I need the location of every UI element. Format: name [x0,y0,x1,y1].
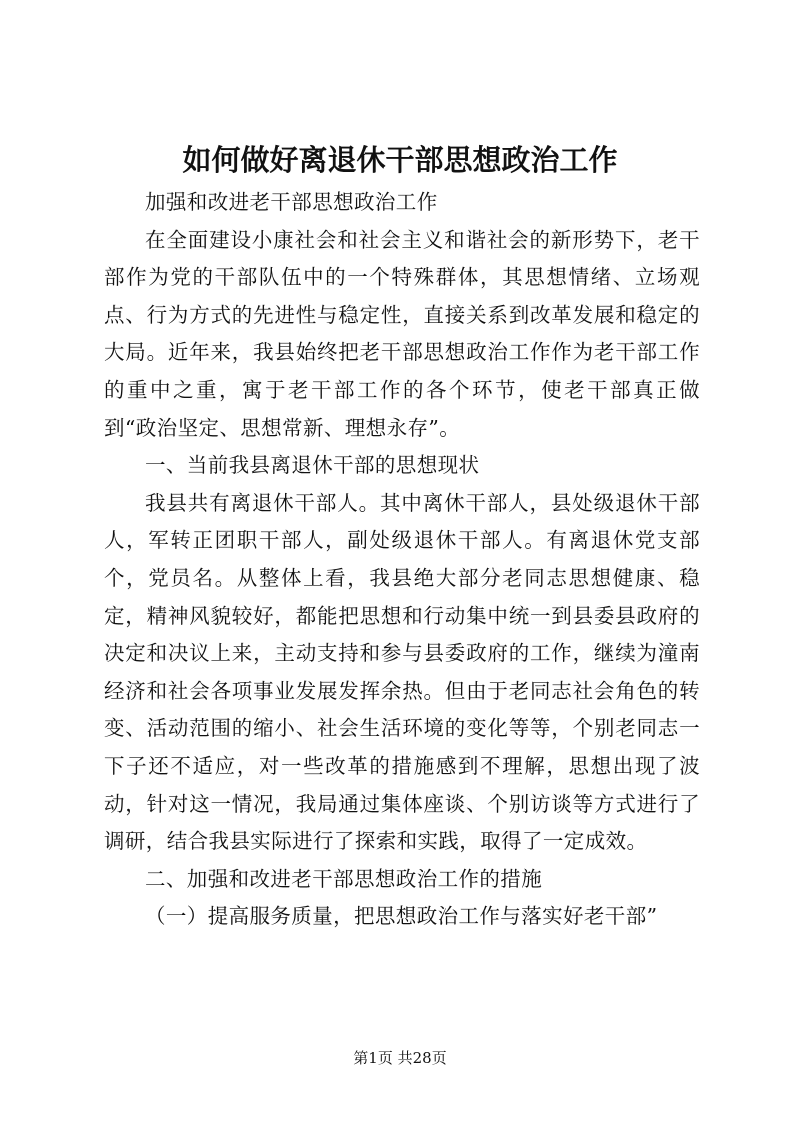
paragraph-situation: 我县共有离退休干部人。其中离休干部人，县处级退休干部人，军转正团职干部人，副处级退休干部人。有离退休党支部个，党员名。从整体上看，我县绝大部分老同志思想健康、稳定，精神风貌较好，都能把思想和行动集中统一到县委县政府的决定和决议上来，主动支持和参与县委政府的工作，继续为潼南经济和社会各项事业发展发挥余热。但由于老同志社会角色的转变、活动范围的缩小、社会生活环境的变化等等，个别老同志一下子还不适应，对一些改革的措施感到不理解，思想出现了波动，针对这一情况，我局通过集体座谈、个别访谈等方式进行了调研，结合我县实际进行了探索和实践，取得了一定成效。 [104,490,700,854]
document-body [104,184,700,936]
page-number-footer: 第1页 共28页 [353,1049,447,1067]
section-heading-1: 一、当前我县离退休干部的思想现状 [145,453,480,478]
document-title: 如何做好离退休干部思想政治工作 [182,143,618,177]
subsection-heading-1: （一）提高服务质量，把思想政治工作与落实好老干部” [145,904,658,929]
paragraph-intro: 在全面建设小康社会和社会主义和谐社会的新形势下，老干部作为党的干部队伍中的一个特殊群体，其思想情绪、立场观点、行为方式的先进性与稳定性，直接关系到改革发展和稳定的大局。近年来，我县始终把老干部思想政治工作作为老干部工作的重中之重，寓于老干部工作的各个环节，使老干部真正做到“政治坚定、思想常新、理想永存”。 [104,227,700,440]
section-heading-2: 二、加强和改进老干部思想政治工作的措施 [145,866,543,891]
paragraph-subtitle: 加强和改进老干部思想政治工作 [145,190,438,214]
